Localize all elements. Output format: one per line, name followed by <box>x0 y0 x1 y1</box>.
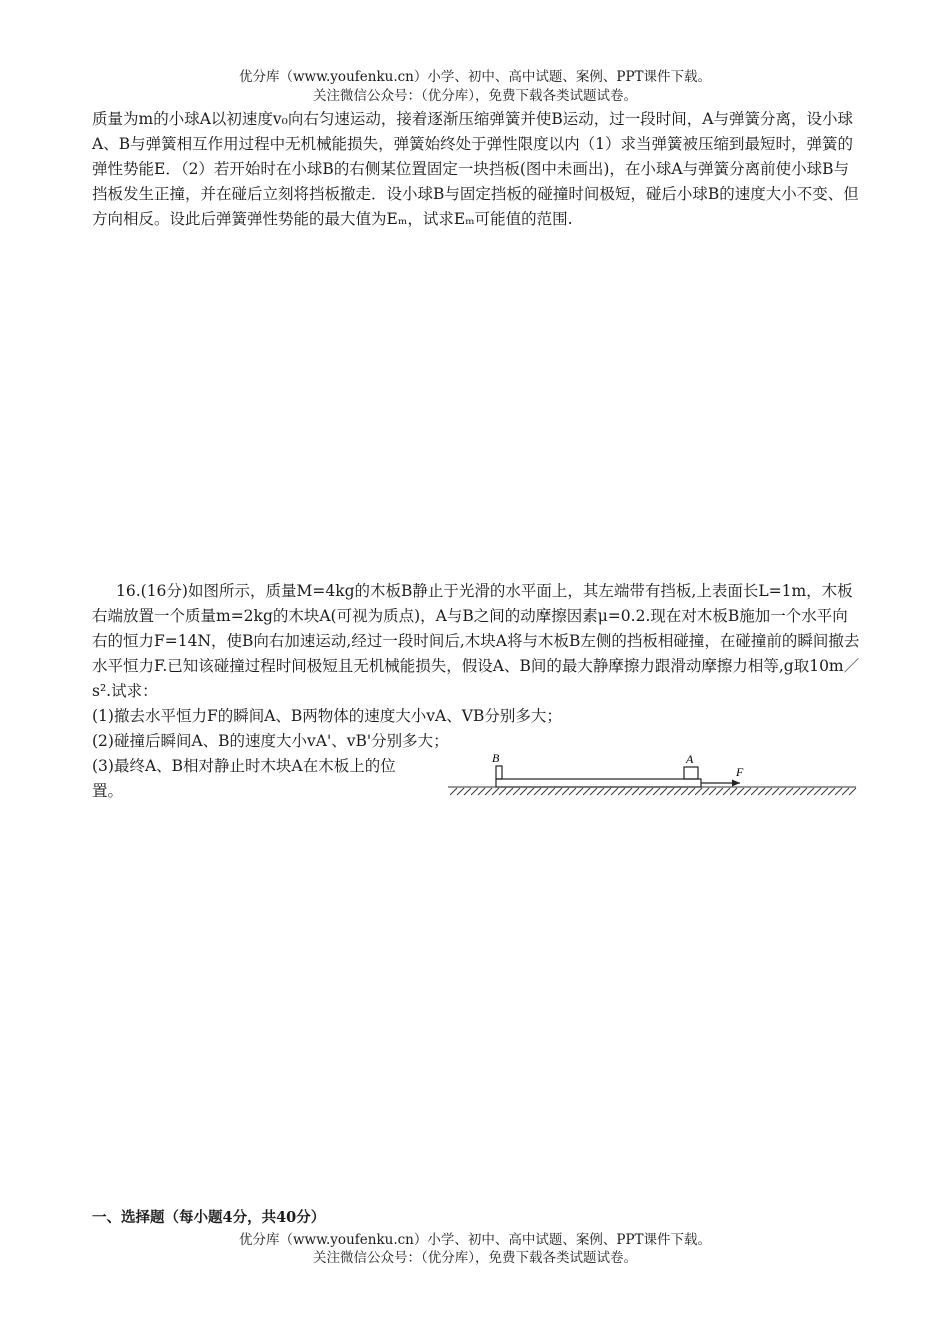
hatch-line <box>471 788 478 795</box>
section-title: 一、选择题（每小题4分，共40分） <box>92 1209 326 1226</box>
board-stopper <box>496 766 502 779</box>
hatch-line <box>723 788 730 795</box>
page-header-line2: 关注微信公众号：（优分库），免费下载各类试题试卷。 <box>313 88 637 104</box>
hatch-line <box>499 788 506 795</box>
question-16-sub3: (3)最终A、B相对静止时木块A在木板上的位置。 <box>92 757 396 800</box>
page-header-line1: 优分库（www.youfenku.cn）小学、初中、高中试题、案例、PPT课件下载。 <box>238 69 712 85</box>
hatch-line <box>793 788 800 795</box>
hatch-line <box>835 788 842 795</box>
hatch-line <box>667 788 674 795</box>
hatch-line <box>653 788 660 795</box>
hatch-line <box>513 788 520 795</box>
question-15-text: 质量为m的小球A以初速度v₀向右匀速运动，接着逐渐压缩弹簧并使B运动，过一段时间，A与弹簧分离，设小球A、B与弹簧相互作用过程中无机械能损失，弹簧始终处于弹性限度以内（1）求当弹簧被压缩到最短时，弹簧的弹性势能E．（2）若开始时在小球B的右侧某位置固定一块挡板(图中未画出)，在小球A与弹簧分离前使小球B与挡板发生正撞，并在碰后立刻将挡板撤走．设小球B与固定挡板的碰撞时间极短，碰后小球B的速度大小不变、但方向相反。设此后弹簧弹性势能的最大值为Eₘ，试求Eₘ可能值的范围. <box>92 110 859 228</box>
hatch-line <box>576 788 583 795</box>
hatch-line <box>464 788 471 795</box>
hatch-line <box>758 788 765 795</box>
hatch-line <box>492 788 499 795</box>
hatch-line <box>548 788 555 795</box>
hatch-line <box>590 788 597 795</box>
hatch-line <box>478 788 485 795</box>
hatch-line <box>702 788 709 795</box>
hatch-line <box>485 788 492 795</box>
label-b: B <box>492 751 500 765</box>
force-arrowhead <box>732 780 740 787</box>
hatch-line <box>660 788 667 795</box>
hatch-line <box>779 788 786 795</box>
hatch-line <box>541 788 548 795</box>
hatch-line <box>821 788 828 795</box>
label-a: A <box>686 752 694 766</box>
hatch-line <box>639 788 646 795</box>
page-footer-line1: 优分库（www.youfenku.cn）小学、初中、高中试题、案例、PPT课件下载。 <box>238 1232 712 1248</box>
hatch-line <box>597 788 604 795</box>
board-block-figure <box>446 748 860 800</box>
hatch-line <box>681 788 688 795</box>
hatch-line <box>569 788 576 795</box>
hatch-line <box>765 788 772 795</box>
hatch-line <box>611 788 618 795</box>
hatch-line <box>695 788 702 795</box>
hatch-line <box>457 788 464 795</box>
hatch-line <box>814 788 821 795</box>
hatch-line <box>737 788 744 795</box>
hatch-line <box>716 788 723 795</box>
hatch-line <box>604 788 611 795</box>
hatch-line <box>828 788 835 795</box>
hatch-line <box>646 788 653 795</box>
hatch-line <box>555 788 562 795</box>
hatch-line <box>688 788 695 795</box>
question-16-sub2: (2)碰撞后瞬间A、B的速度大小vA'、vB'分别多大； <box>92 732 449 750</box>
hatch-line <box>807 788 814 795</box>
hatch-line <box>772 788 779 795</box>
hatch-line <box>744 788 751 795</box>
hatch-line <box>450 788 457 795</box>
hatch-line <box>786 788 793 795</box>
hatch-line <box>849 788 856 795</box>
ground-hatch-lines <box>450 788 856 795</box>
page-footer-line2: 关注微信公众号：（优分库），免费下载各类试题试卷。 <box>313 1250 637 1266</box>
hatch-line <box>618 788 625 795</box>
hatch-line <box>800 788 807 795</box>
block-a <box>684 767 698 779</box>
hatch-line <box>632 788 639 795</box>
hatch-line <box>534 788 541 795</box>
question-16-stem: 16.(16分)如图所示，质量M=4kg的木板B静止于光滑的水平面上，其左端带有挡板,上表面长L=1m，木板右端放置一个质量m=2kg的木块A(可视为质点)，A与B之间的动摩擦因素μ=0.2.现在对木板B施加一个水平向右的恒力F=14N，使B向右加速运动,经过一段时间后,木块A将与木板B左侧的挡板相碰撞，在碰撞前的瞬间撤去水平恒力F.已知该碰撞过程时间极短且无机械能损失，假设A、B间的最大静摩擦力跟滑动摩擦力相等,g取10m／s².试求： <box>92 582 860 700</box>
label-f: F <box>736 765 744 779</box>
hatch-line <box>730 788 737 795</box>
hatch-line <box>527 788 534 795</box>
hatch-line <box>625 788 632 795</box>
board-b <box>496 779 701 787</box>
hatch-line <box>709 788 716 795</box>
hatch-line <box>674 788 681 795</box>
hatch-line <box>520 788 527 795</box>
hatch-line <box>562 788 569 795</box>
hatch-line <box>583 788 590 795</box>
hatch-line <box>506 788 513 795</box>
hatch-line <box>842 788 849 795</box>
hatch-line <box>751 788 758 795</box>
question-16-sub1: (1)撤去水平恒力F的瞬间A、B两物体的速度大小vA、VB分别多大； <box>92 707 562 725</box>
